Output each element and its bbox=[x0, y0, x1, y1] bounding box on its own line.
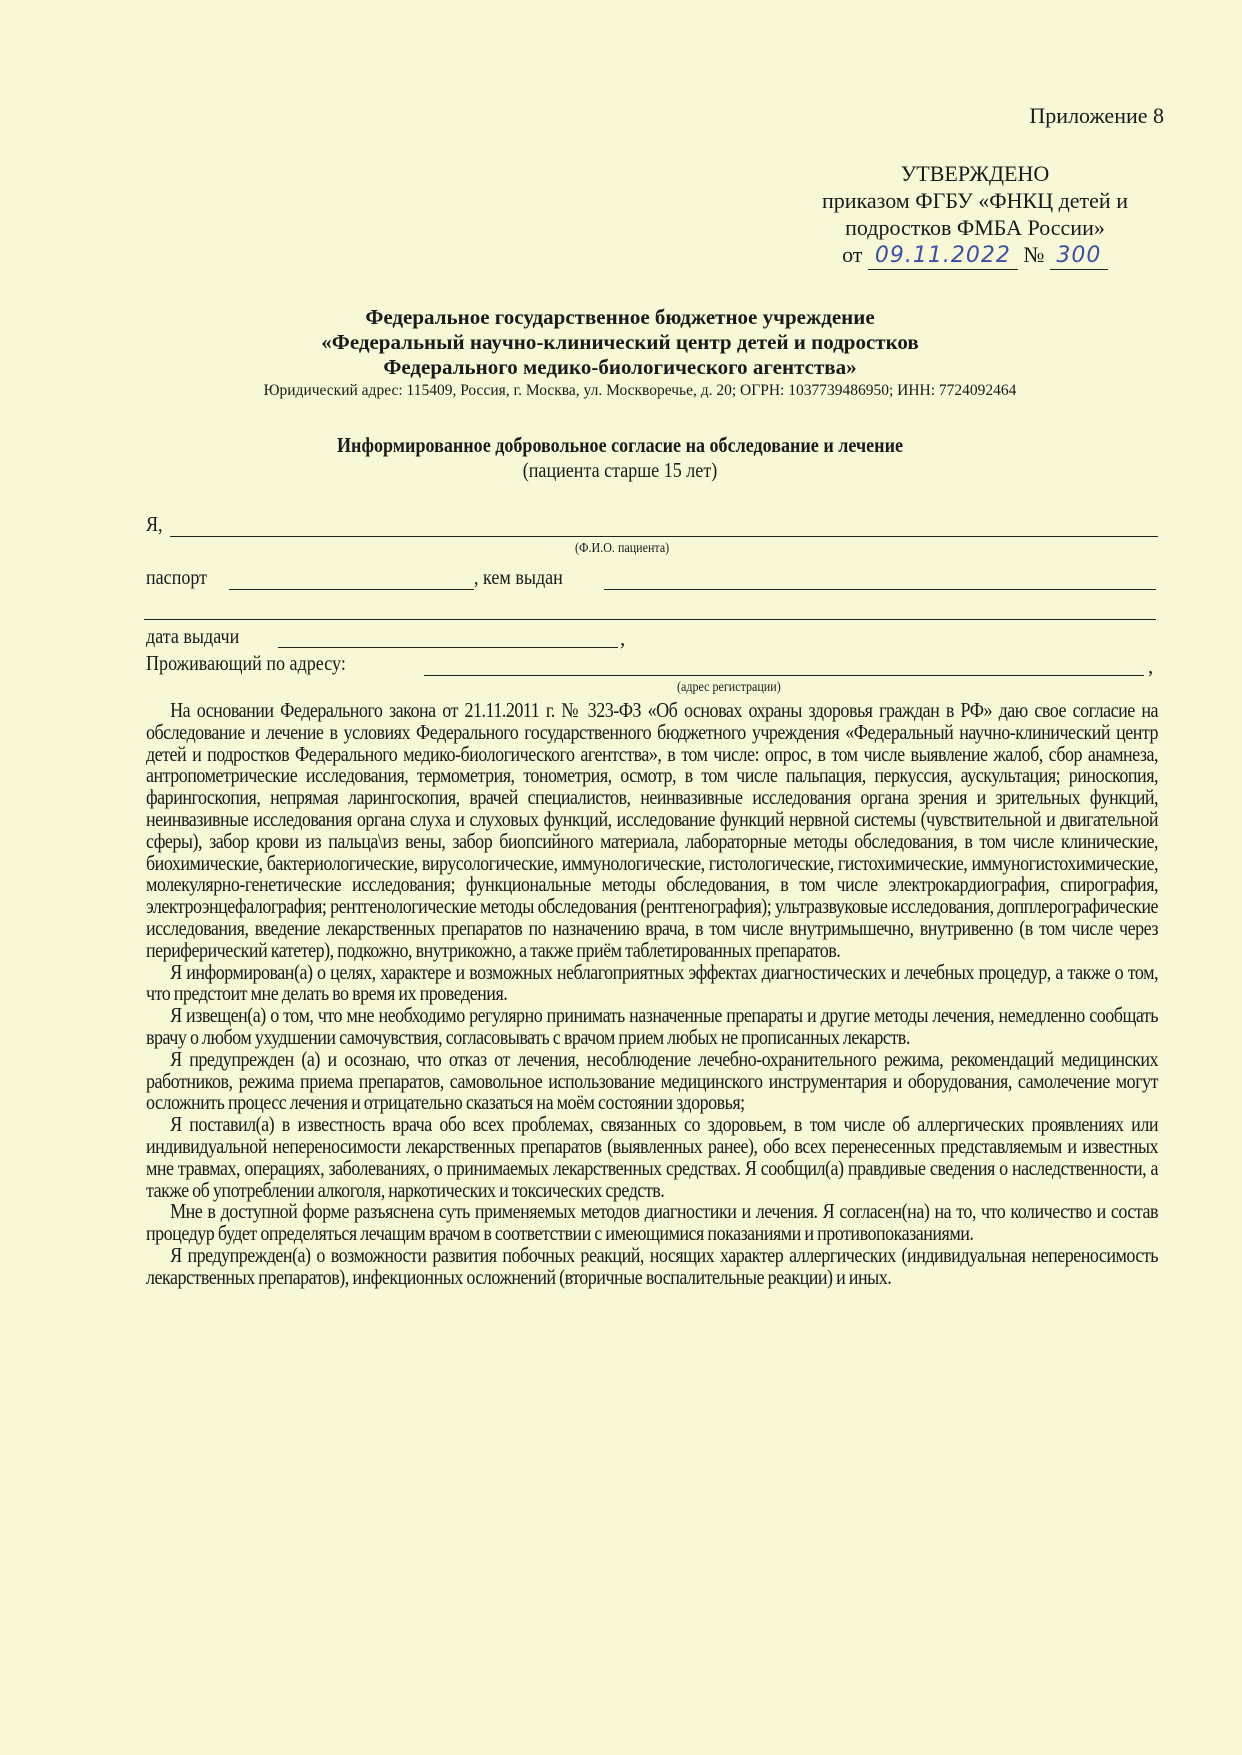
i-label bbox=[146, 512, 165, 537]
issued-by-continuation-line[interactable] bbox=[144, 619, 1156, 620]
legal-address: Юридический адрес: 115409, Россия, г. Москва, ул. Москворечье, д. 20; ОГРН: 1037739486950; ИНН: 7724092464 bbox=[263, 382, 1017, 399]
fio-caption bbox=[575, 541, 685, 557]
appendix-label: Приложение 8 bbox=[1029, 103, 1164, 128]
approval-block bbox=[790, 160, 1160, 270]
paragraph-methods-explained: Мне в доступной форме разъяснена суть применяемых методов диагностики и лечения. Я согласен(на) на то, что количество и состав процедур будет определяться лечащим врачом в соответствии с имеющимися показаниями и противопоказаниями. bbox=[146, 1199, 1158, 1246]
address-input-line[interactable] bbox=[424, 675, 1144, 676]
address-label-text: Проживающий по адресу: bbox=[146, 651, 346, 675]
order-date-handwritten: 09.11.2022 bbox=[874, 243, 1011, 268]
paragraph-notified: Я извещен(а) о том, что мне необходимо регулярно принимать назначенные препараты и другие методы лечения, немедленно сообщать врачу о любом ухудшении самочувствия, согласовывать с врачом прием любых не прописанных лекарств. bbox=[146, 1003, 1158, 1049]
issue-date-label bbox=[146, 624, 254, 649]
paragraph-side-effects: Я предупрежден(а) о возможности развития побочных реакций, носящих характер аллергических (индивидуальная непереносимость лекарственных препаратов), инфекционных осложнений (вторичные воспалительные реакции) и иных. bbox=[146, 1242, 1158, 1289]
passport-label bbox=[146, 565, 217, 590]
issue-date-comma: , bbox=[620, 626, 626, 650]
address-comma: , bbox=[1148, 654, 1154, 678]
issued-by-label-text: , кем выдан bbox=[474, 565, 563, 589]
issue-date-label-text: дата выдачи bbox=[146, 624, 240, 648]
paragraph-disclosed-health: Я поставил(а) в известность врача обо всех проблемах, связанных со здоровьем, в том числе об аллергических проявлениях или индивидуальной непереносимости лекарственных препаратов (выявленных ранее), обо всех перенесенных представляемым и известных мне травмах, операциях, заболеваниях, о принимаемых лекарственных средствах. Я сообщил(а) правдивые сведения о наследственности, а также об употреблении алкоголя, наркотических и токсических средств. bbox=[146, 1112, 1158, 1202]
fio-caption-text: (Ф.И.О. пациента) bbox=[575, 541, 670, 556]
org-line-2: «Федеральный научно-клинический центр детей и подростков bbox=[321, 330, 919, 354]
order-date-field bbox=[868, 241, 1018, 270]
address-caption bbox=[677, 680, 798, 696]
org-line-1: Федеральное государственное бюджетное учреждение bbox=[365, 305, 875, 329]
number-label: № bbox=[1023, 242, 1045, 267]
passport-input-line[interactable] bbox=[229, 589, 474, 590]
fio-input-line[interactable] bbox=[170, 536, 1158, 537]
order-number-handwritten: 300 bbox=[1056, 243, 1102, 268]
document-title bbox=[150, 433, 1090, 458]
order-date-number bbox=[790, 241, 1160, 270]
organization-name bbox=[150, 305, 1090, 380]
from-label: от bbox=[842, 242, 863, 267]
issue-date-input-line[interactable] bbox=[278, 647, 618, 648]
address-caption-text: (адрес регистрации) bbox=[677, 680, 781, 695]
address-label bbox=[146, 651, 378, 676]
paragraph-legal-basis: На основании Федерального закона от 21.11.2011 г. № 323-ФЗ «Об основах охраны здоровья граждан в РФ» даю свое согласие на обследование и лечение в условиях Федерального государственного бюджетного учреждения «Федеральный научно-клинический центр детей и подростков Федерального медико-биологического агентства», в том числе: опрос, в том числе выявление жалоб, сбор анамнеза, антропометрические исследования, термометрия, тонометрия, осмотр, в том числе пальпация, перкуссия, аускультация; риноскопия, фарингоскопия, непрямая ларингоскопия, врачей специалистов, неинвазивные исследования органа зрения и зрительных функций, неинвазивные исследования органа слуха и слуховых функций, исследование функций нервной системы (чувствительной и двигательной сферы), забор крови из пальца\из вены, забор биопсийного материала, лабораторные методы обследования, в том числе клинические, биохимические, бактериологические, вирусологические, иммунологические, гистологические, гистохимические, иммуногистохимические, молекулярно-генетические исследования; функциональные методы обследования, в том числе электрокардиография, спирография, электроэнцефалография; рентгенологические методы обследования (рентгенография); ультразвуковые исследования, допплерографические исследования, введение лекарственных препаратов по назначению врача, в том числе внутримышечно, внутривенно (в том числе через периферический катетер), подкожно, внутрикожно, а также приём таблетированных препаратов. bbox=[146, 698, 1158, 962]
paragraph-informed: Я информирован(а) о целях, характере и возможных неблагоприятных эффектах диагностических и лечебных процедур, а также о том, что предстоит мне делать во время их проведения. bbox=[146, 959, 1158, 1006]
approved-heading: УТВЕРЖДЕНО bbox=[900, 161, 1050, 186]
org-line-3: Федерального медико-биологического агентства» bbox=[383, 355, 857, 379]
issued-by-label bbox=[474, 565, 577, 590]
i-label-text: Я, bbox=[146, 512, 163, 536]
paragraph-warned-refusal: Я предупрежден (а) и осознаю, что отказ от лечения, несоблюдение лечебно-охранительного режима, рекомендаций медицинских работников, режима приема препаратов, самовольное использование медицинского инструментария и оборудования, самолечение могут осложнить процесс лечения и отрицательно сказаться на моём состоянии здоровья; bbox=[146, 1046, 1158, 1115]
document-title-text: Информированное добровольное согласие на обследование и лечение bbox=[336, 433, 903, 457]
order-line-1: приказом ФГБУ «ФНКЦ детей и bbox=[822, 188, 1128, 213]
order-line-2: подростков ФМБА России» bbox=[845, 215, 1105, 240]
document-subtitle bbox=[150, 458, 1090, 483]
order-number-field bbox=[1050, 241, 1108, 270]
passport-label-text: паспорт bbox=[146, 565, 208, 589]
issued-by-input-line[interactable] bbox=[604, 589, 1156, 590]
consent-body bbox=[146, 700, 1158, 1289]
document-subtitle-text: (пациента старше 15 лет) bbox=[522, 458, 718, 482]
